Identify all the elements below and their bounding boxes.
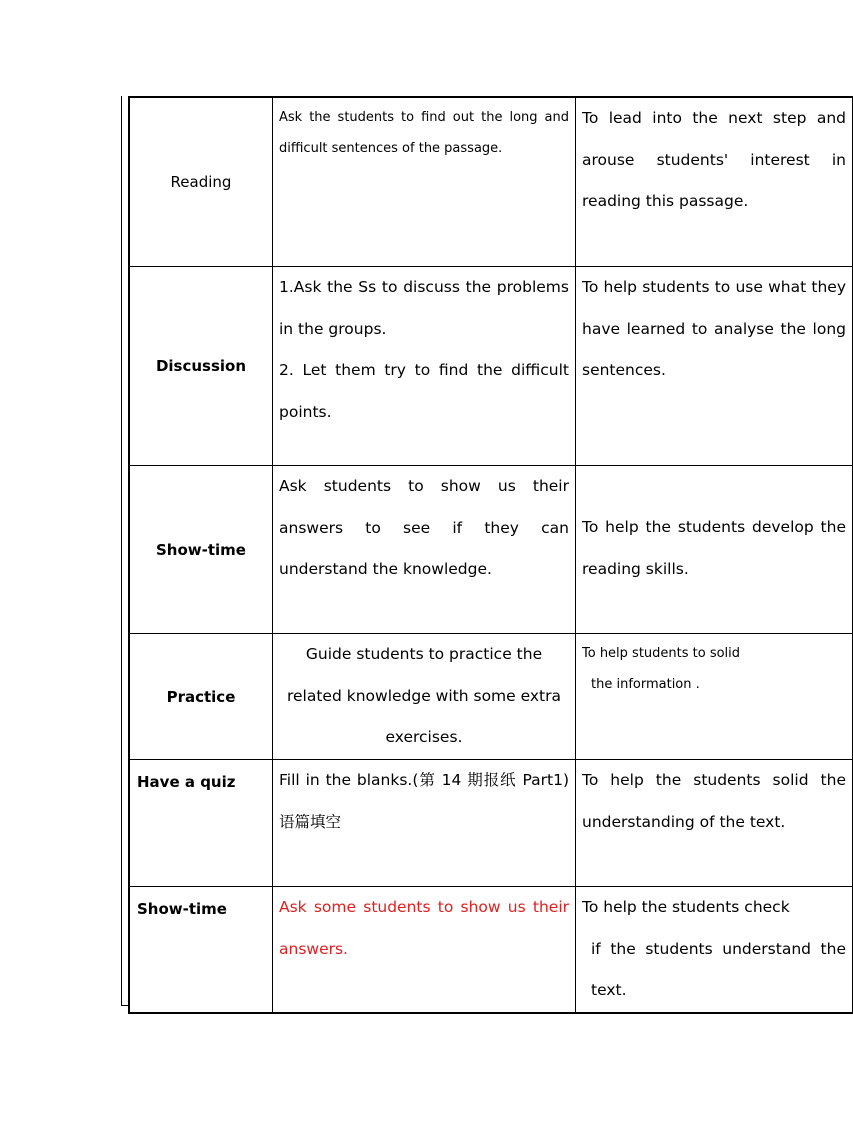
stage-cell (129, 634, 273, 760)
purpose-cell (576, 634, 853, 760)
table-row-have-a-quiz (129, 760, 853, 887)
activity-text: Guide students to practice the related knowledge with some extra exercises. (286, 645, 561, 746)
activity-cell (273, 267, 576, 466)
activity-text: Ask students to show us their answers to see if they can understand the knowledge. (279, 477, 569, 578)
activity-cell (273, 887, 576, 1014)
table-row-practice (129, 634, 853, 760)
stage-label: Reading (170, 173, 232, 191)
lesson-plan-table (128, 96, 853, 1014)
outer-margin-line (121, 96, 122, 1006)
stage-label: Show-time (137, 900, 227, 918)
stage-cell (129, 760, 273, 887)
activity-cell (273, 97, 576, 267)
activity-cell (273, 466, 576, 634)
stage-label: Practice (166, 687, 236, 706)
table-row-reading (129, 97, 853, 267)
stage-label: Have a quiz (137, 773, 236, 791)
purpose-text: To help the students solid the understanding of the text. (582, 771, 846, 831)
activity-text-line-1: 1.Ask the Ss to discuss the problems in the groups. (279, 278, 569, 338)
activity-text: Ask the students to find out the long and difficult sentences of the passage. (279, 110, 569, 156)
stage-label: Show-time (156, 540, 246, 559)
activity-text: Ask some students to show us their answers. (279, 898, 569, 958)
purpose-cell (576, 466, 853, 634)
activity-cell (273, 634, 576, 760)
purpose-cell (576, 97, 853, 267)
stage-cell (129, 97, 273, 267)
activity-text: Fill in the blanks.(第 14 期报纸 Part1)语篇填空 (279, 771, 569, 831)
activity-text-line-2: 2. Let them try to find the difficult points. (279, 361, 569, 421)
activity-cell (273, 760, 576, 887)
purpose-cell (576, 887, 853, 1014)
purpose-text-line-2: the information . (591, 677, 700, 692)
purpose-cell (576, 267, 853, 466)
table-row-show-time (129, 466, 853, 634)
purpose-text: To lead into the next step and arouse students' interest in reading this passage. (582, 109, 846, 210)
stage-label: Discussion (155, 357, 247, 375)
stage-cell (129, 887, 273, 1014)
table-row-show-time-2 (129, 887, 853, 1014)
table-row-discussion (129, 267, 853, 466)
stage-cell (129, 267, 273, 466)
purpose-text-line-1: To help the students check (582, 898, 790, 916)
purpose-text: To help the students develop the reading skills. (582, 518, 846, 578)
purpose-text: To help students to use what they have learned to analyse the long sentences. (582, 278, 846, 379)
purpose-text-line-2: if the students understand the text. (591, 939, 846, 999)
purpose-text-line-1: To help students to solid (582, 646, 741, 661)
purpose-cell (576, 760, 853, 887)
stage-cell (129, 466, 273, 634)
